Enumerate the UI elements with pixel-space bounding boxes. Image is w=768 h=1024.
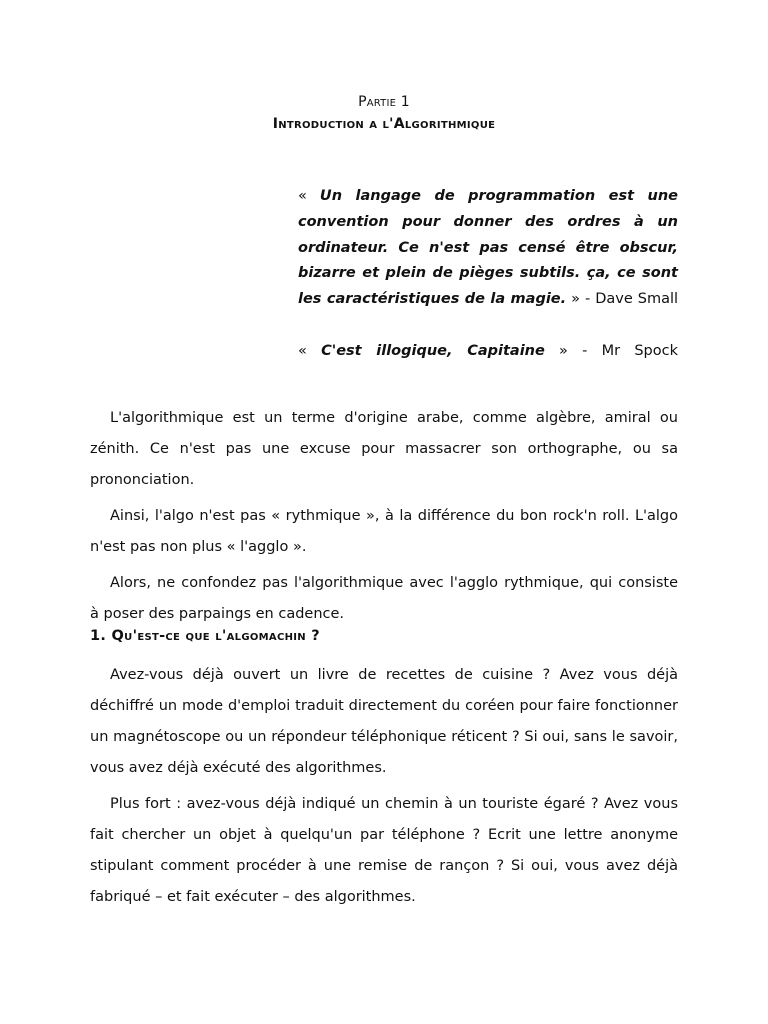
- quote-dash: -: [582, 343, 602, 359]
- body-paragraph: Alors, ne confondez pas l'algorithmique avec l'agglo rythmique, qui consiste à poser des parpaings en cadence.: [90, 575, 678, 622]
- quote-author: Mr Spock: [601, 343, 678, 359]
- body-paragraph: Ainsi, l'algo n'est pas « rythmique », à la différence du bon rock'n roll. L'algo n'est pas non plus « l'agglo ».: [90, 508, 678, 555]
- body-paragraph: L'algorithmique est un terme d'origine arabe, comme algèbre, amiral ou zénith. Ce n'est pas une excuse pour massacrer son orthographe, ou sa prononciation.: [90, 410, 678, 488]
- section-heading: 1. Qu'est-ce que l'algomachin ?: [90, 628, 321, 644]
- chapter-title: Introduction a l'Algorithmique: [272, 116, 496, 132]
- quote-text: Un langage de programmation est une convention pour donner des ordres à un ordinateur. Ce n'est pas censé être obscur, bizarre et plein de pièges subtils. ça, ce sont les caractéristiques de la magie.: [298, 188, 678, 308]
- quote-close-mark: »: [544, 343, 568, 359]
- intro-section: [90, 403, 678, 630]
- quote-open-mark: «: [298, 188, 320, 204]
- quote-dash: -: [585, 291, 596, 308]
- quote-text: C'est illogique, Capitaine: [321, 343, 545, 359]
- section-1-body: [90, 660, 678, 913]
- body-paragraph: Avez-vous déjà ouvert un livre de recettes de cuisine ? Avez vous déjà déchiffré un mode d'emploi traduit directement du coréen pour faire fonctionner un magnétoscope ou un répondeur téléphonique réticent ? Si oui, sans le savoir, vous avez déjà exécuté des algorithmes.: [90, 667, 678, 776]
- quote-author: Dave Small: [595, 291, 679, 308]
- body-paragraph: Plus fort : avez-vous déjà indiqué un chemin à un touriste égaré ? Avez vous fait chercher un objet à quelqu'un par téléphone ? Ecrit une lettre anonyme stipulant comment procéder à une remise de rançon ? Si oui, vous avez déjà fabriqué – et fait exécuter – des algorithmes.: [90, 796, 678, 905]
- quote-open-mark: «: [298, 343, 322, 359]
- part-label: Partie 1: [358, 94, 410, 110]
- epigraph-quote-1: [298, 184, 678, 313]
- quote-close-mark: »: [566, 291, 581, 308]
- epigraph-quote-2: [298, 339, 678, 365]
